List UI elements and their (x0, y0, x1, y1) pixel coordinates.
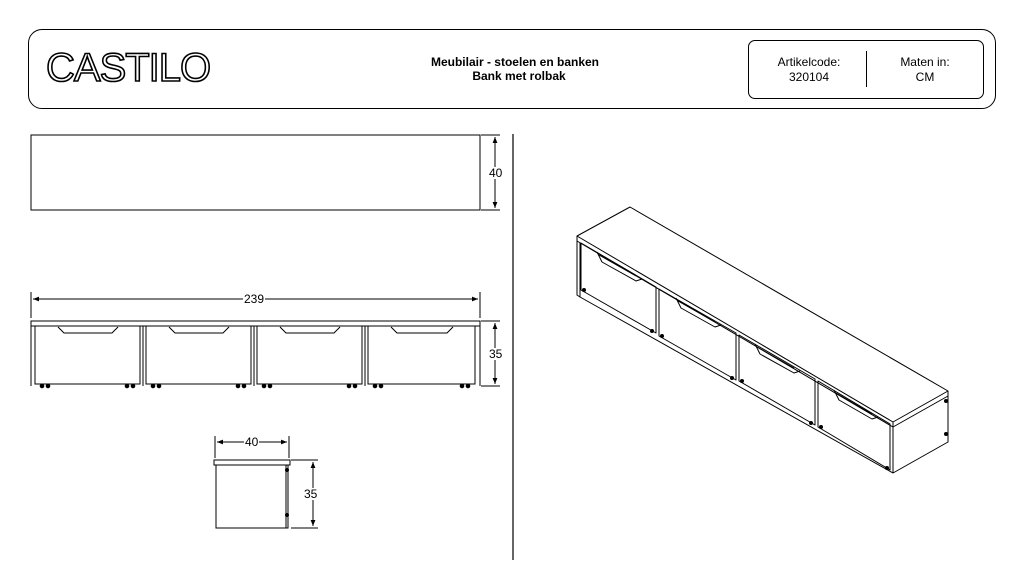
product-title: Bank met rolbak (472, 69, 566, 83)
side-view (214, 436, 318, 528)
front-drawer-1 (35, 326, 140, 388)
article-code-value: 320104 (788, 70, 830, 84)
isometric-view (577, 207, 948, 473)
front-seat-top (31, 321, 480, 326)
article-code-label: Artikelcode: (777, 55, 841, 69)
units-label: Maten in: (900, 55, 950, 69)
front-drawer-3 (257, 326, 362, 388)
castilo-logo: CASTILO (46, 46, 211, 90)
front-drawer-2 (146, 326, 251, 388)
units-value: CM (915, 70, 935, 84)
front-width-label: 239 (244, 292, 265, 306)
front-drawer-4 (368, 326, 475, 388)
iso-top-surface (577, 207, 948, 422)
side-body (216, 465, 288, 528)
category-title: Meubilair - stoelen en banken (430, 55, 600, 69)
side-seat-top (214, 460, 290, 465)
top-view-outline (31, 135, 480, 210)
front-view (31, 292, 500, 388)
side-height-label: 35 (304, 487, 318, 501)
side-depth-label: 40 (245, 435, 259, 449)
front-height-label: 35 (489, 347, 503, 361)
top-depth-label: 40 (489, 166, 503, 180)
top-view (31, 135, 500, 210)
